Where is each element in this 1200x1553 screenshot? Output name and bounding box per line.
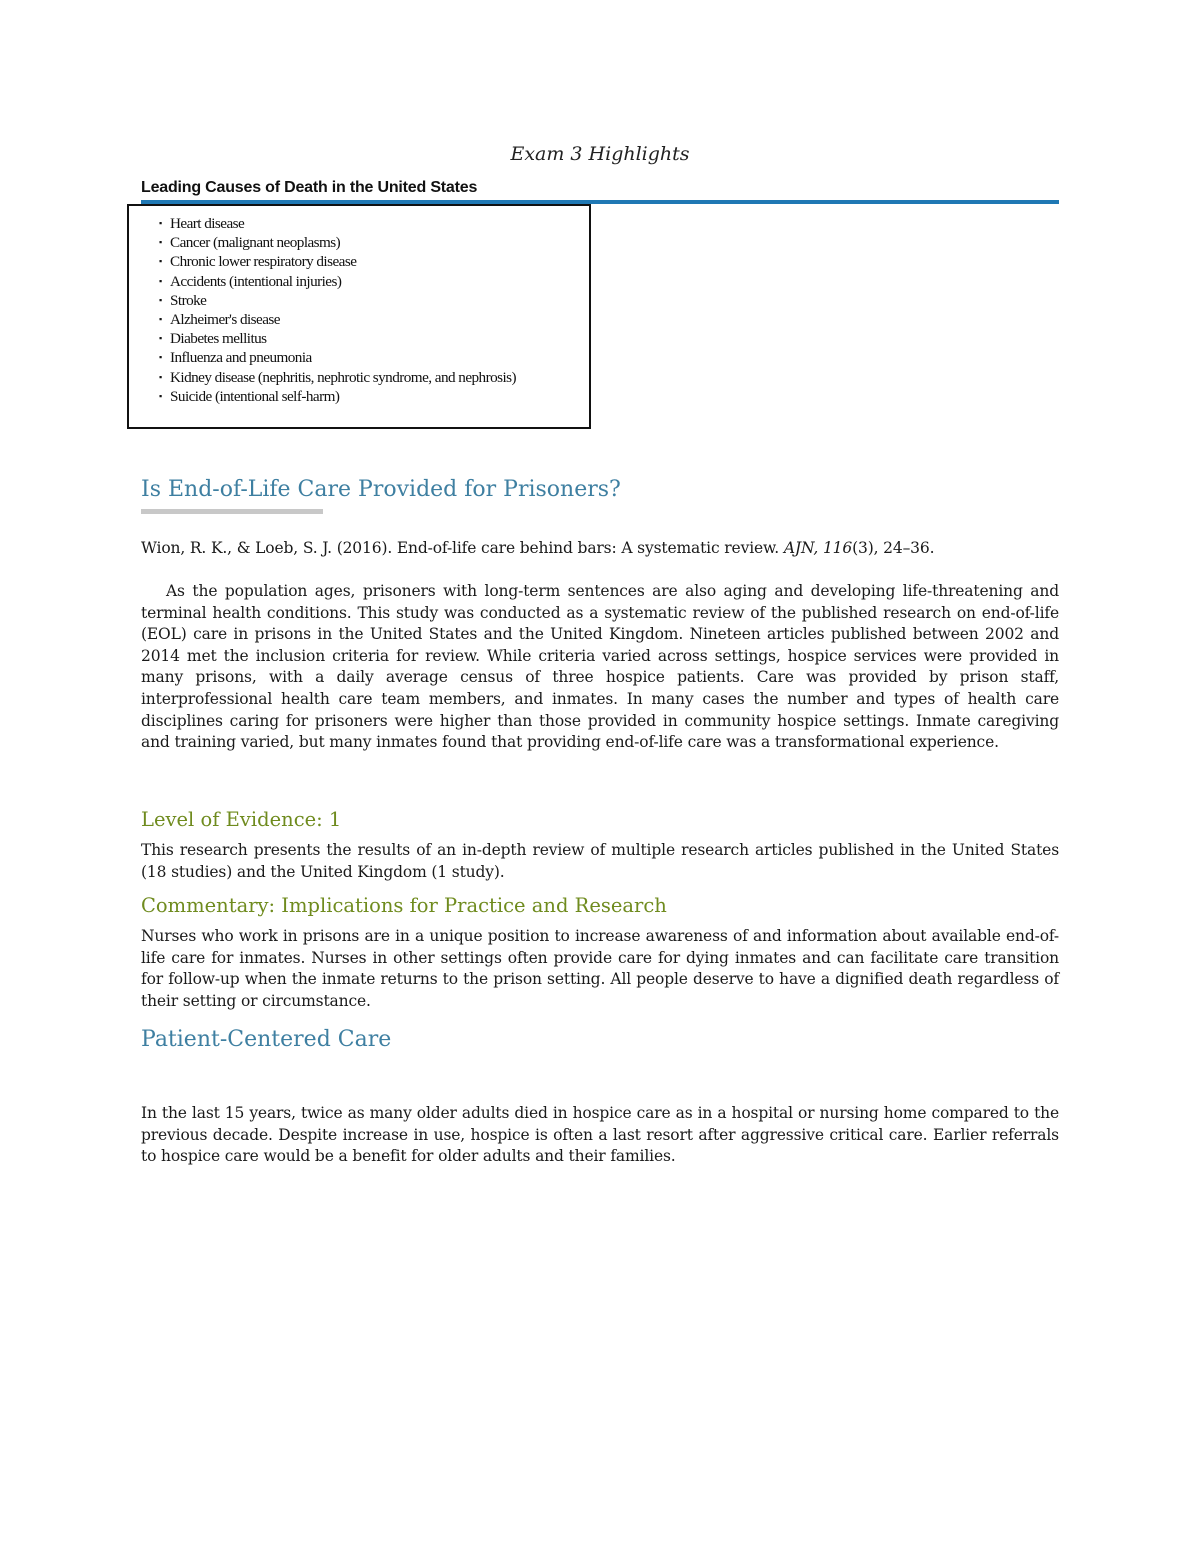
bullet-icon: ▪ bbox=[159, 390, 162, 401]
list-item-text: Heart disease bbox=[170, 215, 245, 232]
list-item bbox=[159, 272, 530, 291]
evidence-heading: Level of Evidence: 1 bbox=[141, 808, 342, 831]
bullet-icon: ▪ bbox=[159, 314, 162, 325]
list-item bbox=[159, 233, 530, 252]
causes-box bbox=[127, 204, 591, 429]
citation-volume: 116 bbox=[822, 539, 853, 557]
table-caption: Leading Causes of Death in the United States bbox=[141, 179, 478, 196]
list-item bbox=[159, 348, 530, 367]
patient-centered-text: In the last 15 years, twice as many older adults died in hospice care as in a hospital or nursing home compared to the previous decade. Despite increase in use, hospice is often a last resort after aggressive critical care. Earlier referrals to hospice care would be a benefit for older adults and their families. bbox=[141, 1104, 1059, 1166]
bullet-icon: ▪ bbox=[159, 294, 162, 305]
list-item-text: Influenza and pneumonia bbox=[170, 349, 312, 367]
commentary-heading: Commentary: Implications for Practice and Research bbox=[141, 894, 667, 917]
bullet-icon: ▪ bbox=[159, 237, 162, 248]
list-item-text: Alzheimer's disease bbox=[170, 311, 280, 329]
bullet-icon: ▪ bbox=[159, 256, 162, 267]
document-title: Exam 3 Highlights bbox=[510, 143, 690, 165]
list-item bbox=[159, 368, 530, 387]
citation-authors: Wion, R. K., & Loeb, S. J. (2016). End-of-life care behind bars: A systematic review. bbox=[141, 539, 780, 557]
list-item-text: Suicide (intentional self-harm) bbox=[170, 387, 340, 405]
citation-journal: AJN, bbox=[783, 539, 819, 557]
bullet-icon: ▪ bbox=[159, 352, 162, 363]
list-item bbox=[159, 214, 530, 233]
list-item-text: Cancer (malignant neoplasms) bbox=[170, 234, 341, 252]
section-heading-patient-centered: Patient-Centered Care bbox=[141, 1027, 392, 1052]
list-item bbox=[159, 329, 530, 348]
citation-issue-pages: (3), 24–36. bbox=[852, 539, 935, 557]
list-item bbox=[159, 291, 530, 310]
list-item bbox=[159, 310, 530, 329]
list-item-text: Stroke bbox=[170, 291, 207, 309]
list-item bbox=[159, 387, 530, 406]
bullet-icon: ▪ bbox=[159, 333, 162, 344]
bullet-icon: ▪ bbox=[159, 218, 162, 228]
list-item-text: Diabetes mellitus bbox=[170, 330, 267, 348]
commentary-text: Nurses who work in prisons are in a unique position to increase awareness of and information about available end-of-life care for inmates. Nurses in other settings often provide care for dying inmates and can facilitate care transition for follow-up when the inmate returns to the prison setting. All people deserve to have a dignified death regardless of their setting or circumstance. bbox=[141, 927, 1059, 1010]
heading-underline bbox=[141, 509, 323, 514]
list-item-text: Kidney disease (nephritis, nephrotic syndrome, and nephrosis) bbox=[170, 368, 517, 386]
citation bbox=[141, 538, 1059, 560]
causes-list bbox=[159, 214, 530, 406]
bullet-icon: ▪ bbox=[159, 275, 162, 286]
list-item-text: Chronic lower respiratory disease bbox=[170, 253, 357, 271]
evidence-text: This research presents the results of an in-depth review of multiple research articles published in the United States (18 studies) and the United Kingdom (1 study). bbox=[141, 841, 1059, 881]
list-item bbox=[159, 252, 530, 271]
bullet-icon: ▪ bbox=[159, 371, 162, 382]
list-item-text: Accidents (intentional injuries) bbox=[170, 272, 342, 290]
study-summary: As the population ages, prisoners with long-term sentences are also aging and developing life-threatening and terminal health conditions. This study was conducted as a systematic review of the published research on end-of-life (EOL) care in prisons in the United States and the United Kingdom. Nineteen articles published between 2002 and 2014 met the inclusion criteria for review. While criteria varied across settings, hospice services were provided in many prisons, with a daily average census of three hospice patients. Care was provided by prison staff, interprofessional health care team members, and inmates. In many cases the number and types of health care disciplines caring for prisoners were higher than those provided in community hospice settings. Inmate caregiving and training varied, but many inmates found that providing end-of-life care was a transformational experience. bbox=[141, 582, 1059, 752]
section-heading-prisoners: Is End-of-Life Care Provided for Prisoners? bbox=[141, 477, 621, 502]
